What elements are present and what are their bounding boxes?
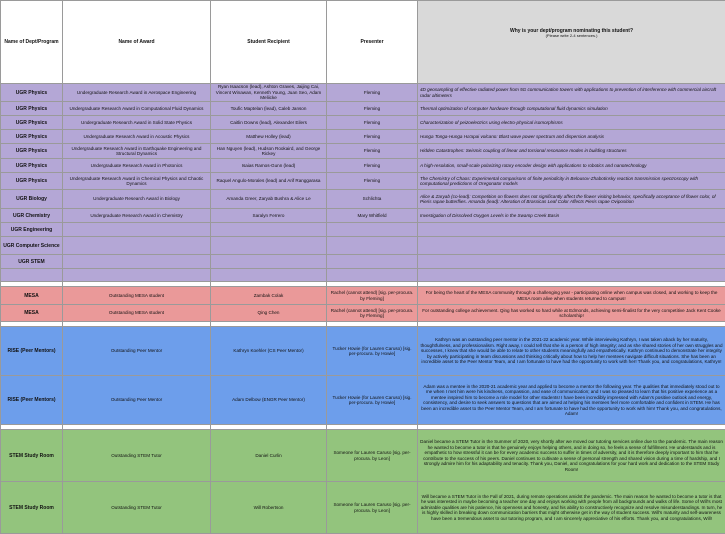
cell-student: Kathryn Koehler (CS Peer Mentor) xyxy=(211,327,327,376)
table-row xyxy=(1,102,725,116)
table-row xyxy=(1,287,725,305)
header-why xyxy=(418,1,725,84)
cell-award: Undergraduate Research Award in Chemistry xyxy=(63,209,211,223)
cell-award xyxy=(63,269,211,282)
cell-why: Daniel became a STEM Tutor in the Summer of 2020, very shortly after we moved our tutoring services online due to the pandemic. The main reason he wanted to become a tutor is that he genuinely enjoys helping others, and in doing so, he feels a sense of fulfillment. He understands and is empathetic to how stressful it can be for every academic success to suffer in times of adversity, and it is therefore deeply important to him that he contribute to the success of his peers. Daniel continues to cultivate a sense of personal strength and shared vision during a time of hardship, and I strongly admire him for his adaptability and tenacity. Thank you, Daniel, and congratulations for your hard work and dedication to the STEM Study Room! xyxy=(418,430,725,482)
cell-why xyxy=(418,237,725,255)
cell-award: Undergraduate Research Award in Computational Fluid Dynamics xyxy=(63,102,211,116)
cell-why: Characterization of peizoelectrics using electro-physical isomorphisms xyxy=(418,116,725,130)
cell-presenter xyxy=(327,237,418,255)
cell-why: Hunga Tonga-Hunga Ha'apai volcano: Blast wave power spectrum and dispersion analysis xyxy=(418,130,725,144)
table-row xyxy=(1,269,725,282)
cell-why: A high-resolution, small-scale polarizing rotary encoder design with applications to robotics and nanotechnology xyxy=(418,159,725,173)
cell-dept: UGR STEM xyxy=(1,255,63,269)
cell-student: Zambak Colak xyxy=(211,287,327,305)
cell-student: Caitlin Downs (lead), Alexander Eilers xyxy=(211,116,327,130)
header-presenter: Presenter xyxy=(327,1,418,84)
cell-student: Qing Chen xyxy=(211,305,327,322)
cell-presenter: Someone for Lauren Caruso [sig. per-procura. by Leon] xyxy=(327,430,418,482)
table-row xyxy=(1,223,725,237)
cell-award: Outstanding Peer Mentor xyxy=(63,327,211,376)
table-row xyxy=(1,305,725,322)
cell-dept: RISE (Peer Mentors) xyxy=(1,376,63,425)
cell-presenter: Tucker Howie (for Lauren Caruso) [sig. per-procura. by Howie] xyxy=(327,376,418,425)
cell-dept: UGR Computer Science xyxy=(1,237,63,255)
cell-award xyxy=(63,255,211,269)
cell-award: Undergraduate Research Award in Earthquake Engineering and Structural Dynamics xyxy=(63,144,211,159)
cell-dept xyxy=(1,269,63,282)
cell-why: Will became a STEM Tutor in the Fall of 2021, during remote operations amidst the pandemic. The main reason he wanted to become a tutor is that he was interested in maybe becoming a teacher one day and enjoys working with people from all backgrounds and walks of life. Some of Will's most admirable qualities are his patience, his openness and honesty, and his ability to constructively recognize and resolve misunderstandings. In turn, he is highly skilled in breaking down communication barriers that might otherwise get in the way of student success. Will's maturity and self-awareness have been a tremendous asset to our tutoring program, and I am sincerely appreciative of his efforts. Thank you, and congratulations, Will! xyxy=(418,482,725,534)
cell-dept: UGR Physics xyxy=(1,159,63,173)
cell-dept: UGR Physics xyxy=(1,84,63,102)
cell-presenter: Tucker Howie (for Lauren Caruso) [sig. per-procura. by Howie] xyxy=(327,327,418,376)
cell-student: Isaias Ramos-Gunn (lead) xyxy=(211,159,327,173)
cell-dept: UGR Physics xyxy=(1,116,63,130)
cell-presenter: Fleming xyxy=(327,84,418,102)
cell-why: Thermal optimization of computer hardware through computational fluid dynamics simulation xyxy=(418,102,725,116)
cell-presenter: Rachel (cannot attend) [sig. per-procura. by Fleming] xyxy=(327,305,418,322)
cell-why xyxy=(418,269,725,282)
header-award: Name of Award xyxy=(63,1,211,84)
cell-dept: UGR Engineering xyxy=(1,223,63,237)
table-row xyxy=(1,116,725,130)
cell-student: Daniel Curlin xyxy=(211,430,327,482)
cell-award: Undergraduate Research Award in Photonics xyxy=(63,159,211,173)
table-row xyxy=(1,209,725,223)
table-row xyxy=(1,84,725,102)
table-row xyxy=(1,430,725,482)
header-student: Student Recipient xyxy=(211,1,327,84)
cell-student: Matthew Holley (lead) xyxy=(211,130,327,144)
cell-presenter: Fleming xyxy=(327,130,418,144)
table-row xyxy=(1,327,725,376)
cell-award: Outstanding STEM Tutor xyxy=(63,482,211,534)
cell-student xyxy=(211,237,327,255)
table-row xyxy=(1,482,725,534)
cell-presenter: Fleming xyxy=(327,144,418,159)
cell-award: Undergraduate Research Award in Chemical Physics and Chaotic Dynamics xyxy=(63,173,211,190)
cell-presenter xyxy=(327,223,418,237)
cell-student: Amanda Greer, Zaryab Bushra & Alice Le xyxy=(211,190,327,209)
cell-award: Outstanding MESA student xyxy=(63,287,211,305)
cell-student xyxy=(211,269,327,282)
cell-why: Alice & Zaryab (co-lead): Competition on flowers does not significantly affect the flower visiting behavior, specifically acceptance of flower color, of Pieris rapae butterflies. Amanda (lead): Alteration of Brassicas Leaf Color Affects Pieris rapae Oviposition xyxy=(418,190,725,209)
cell-dept: STEM Study Room xyxy=(1,430,63,482)
cell-presenter: Fleming xyxy=(327,159,418,173)
cell-award: Undergraduate Research Award in Acoustic Physics xyxy=(63,130,211,144)
cell-dept: RISE (Peer Mentors) xyxy=(1,327,63,376)
cell-why xyxy=(418,255,725,269)
cell-dept: UGR Physics xyxy=(1,144,63,159)
cell-dept: UGR Physics xyxy=(1,102,63,116)
cell-student: Han Nguyen (lead), Hudson Rookaird, and George Rickey xyxy=(211,144,327,159)
cell-award: Undergraduate Research Award in Biology xyxy=(63,190,211,209)
cell-award: Undergraduate Research Award in Aerospace Engineering xyxy=(63,84,211,102)
cell-presenter: Fleming xyxy=(327,116,418,130)
cell-student: Toufic Maptelan (lead), Caleb Janson xyxy=(211,102,327,116)
table-row xyxy=(1,144,725,159)
cell-dept: STEM Study Room xyxy=(1,482,63,534)
table-row xyxy=(1,159,725,173)
cell-why: For outstanding college achievement. Qing has worked so hard while at Edmonds, achieving semi-finalist for the very competitive Jack Kent Cooke scholarship! xyxy=(418,305,725,322)
cell-award xyxy=(63,223,211,237)
cell-presenter: Rachel (cannot attend) [sig. per-procura. by Fleming] xyxy=(327,287,418,305)
cell-presenter xyxy=(327,255,418,269)
cell-why: Hidden Catastrophes: Seismic coupling of linear and torsional resonance modes in building structures xyxy=(418,144,725,159)
cell-student xyxy=(211,223,327,237)
cell-award: Outstanding Peer Mentor xyxy=(63,376,211,425)
table-row xyxy=(1,255,725,269)
cell-student: Adam Delbow (ENGR Peer Mentor) xyxy=(211,376,327,425)
cell-award xyxy=(63,237,211,255)
table-row xyxy=(1,190,725,209)
table-row xyxy=(1,173,725,190)
cell-presenter: Schlichta xyxy=(327,190,418,209)
cell-dept: UGR Chemistry xyxy=(1,209,63,223)
cell-student: Saralyn Ferrero xyxy=(211,209,327,223)
cell-dept: UGR Physics xyxy=(1,173,63,190)
cell-award: Outstanding MESA student xyxy=(63,305,211,322)
cell-award: Outstanding STEM Tutor xyxy=(63,430,211,482)
table-row xyxy=(1,237,725,255)
header-row xyxy=(1,1,725,84)
cell-award: Undergraduate Research Award in Solid State Physics xyxy=(63,116,211,130)
cell-dept: MESA xyxy=(1,287,63,305)
header-dept: Name of Dept/Program xyxy=(1,1,63,84)
cell-presenter: Someone for Lauren Caruso [sig. per-procura. by Leon] xyxy=(327,482,418,534)
cell-why xyxy=(418,223,725,237)
cell-student xyxy=(211,255,327,269)
table-row xyxy=(1,376,725,425)
cell-dept: UGR Physics xyxy=(1,130,63,144)
cell-presenter: Fleming xyxy=(327,102,418,116)
cell-dept: UGR Biology xyxy=(1,190,63,209)
cell-why: Kathryn was an outstanding peer mentor in the 2021-22 academic year. While interviewing Kathryn, I was taken aback by her maturity, thoughtfulness, and professionalism. Right away, I could tell that she is a person of high integrity; and as she shared stories of her own struggles and successes, I knew that she would be able to relate to other students meaningfully and empathetically. Kathryn continued to demonstrate her integrity by actively participating in team discussions and thinking critically about how to help her mentees navigate difficult situations. She has been an incredible asset to the Peer Mentor Team, and I am fortunate to have had the opportunity to work with her! Thank you, and congratulations, Kathryn! xyxy=(418,327,725,376)
cell-student: Will Robertson xyxy=(211,482,327,534)
cell-why: Investigation of Dissolved Oxygen Levels in the Swamp Creek Basin xyxy=(418,209,725,223)
cell-presenter xyxy=(327,269,418,282)
cell-student: Ryan Isaacson (lead), Ashton Graves, Jaijing Cai, Vincent Winawan, Kenneth Young, Juan Seo, Adam Meliicke xyxy=(211,84,327,102)
table-row xyxy=(1,130,725,144)
cell-why: For being the heart of the MESA community through a challenging year - participating online when campus was closed, and working to keep the MESA room alive when students returned to campus! xyxy=(418,287,725,305)
cell-student: Raquel Angulo-Morales (lead) and Arif Ranggarasa xyxy=(211,173,327,190)
cell-why: 4D geosampling of effective radiated power from 5G communication towers with applications to prevention of interference with commercial aircraft radar altimeters xyxy=(418,84,725,102)
header-why-subtitle: (Please write 2-4 sentences.) xyxy=(420,34,723,39)
cell-why: Adam was a mentee in the 2020-21 academic year and applied to become a mentor the following year. The qualities that immediately stood out to me when I met him were his kindness, compassion, and ease of communication; and I was so pleased to learn that his positive experience as a mentee inspired him to become a role model for other students! I have been incredibly impressed with Adam's positive outlook and energy, consistency, and desire to seek answers to questions that are aimed at helping his mentees feel more comfortable and confident in STEM. He has been an incredible asset to the Peer Mentor Team, and I am fortunate to have had the opportunity to work with him! Thank you, and congratulations, Adam! xyxy=(418,376,725,425)
cell-presenter: Mary Whitfield xyxy=(327,209,418,223)
cell-dept: MESA xyxy=(1,305,63,322)
header-why-title: Why is your dept/program nominating this student? xyxy=(510,28,633,34)
cell-why: The Chemistry of Chaos: Experimental comparisons of finite periodicity in Belousov-Zhabotinsky reaction transmission spectroscopy with computational predictions of Oregonator models xyxy=(418,173,725,190)
cell-presenter: Fleming xyxy=(327,173,418,190)
